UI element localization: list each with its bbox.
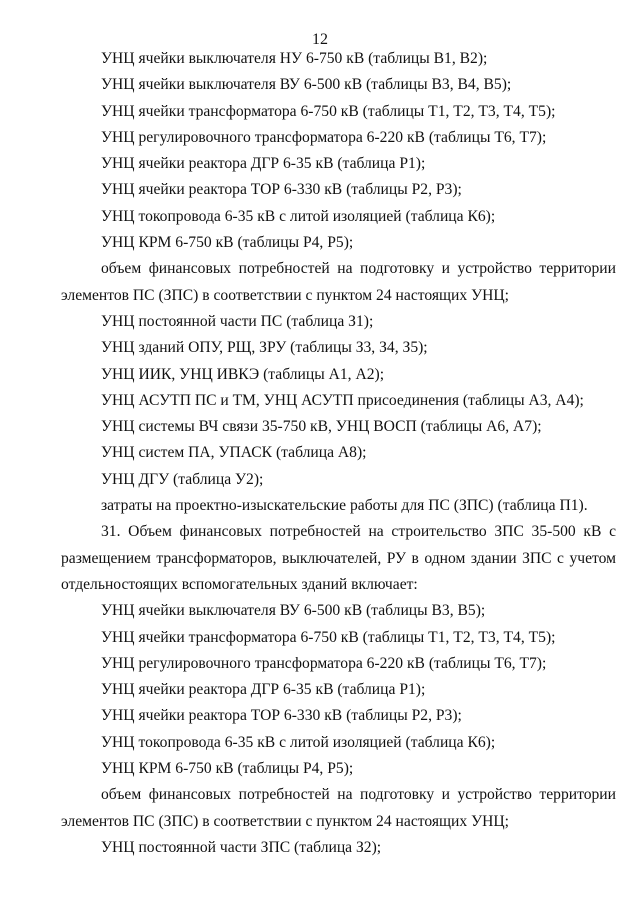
list-item: УНЦ зданий ОПУ, РЩ, ЗРУ (таблицы З3, З4, З5); <box>101 339 428 357</box>
list-item: УНЦ ячейки трансформатора 6-750 кВ (таблицы Т1, Т2, Т3, Т4, Т5); <box>101 628 556 646</box>
territory-paragraph: объем финансовых потребностей на подготовку и устройство территории элементов ПС (ЗПС) в соответствии с пунктом 24 настоящих УНЦ; <box>61 260 616 304</box>
list-item: УНЦ КРМ 6-750 кВ (таблицы Р4, Р5); <box>101 760 354 778</box>
list-item: УНЦ ДГУ (таблица У2); <box>101 470 264 488</box>
list-item: УНЦ токопровода 6-35 кВ с литой изоляцией (таблица К6); <box>101 733 496 751</box>
list-item: УНЦ регулировочного трансформатора 6-220 кВ (таблицы Т6, Т7); <box>101 128 547 146</box>
list-item: УНЦ ячейки реактора ТОР 6-330 кВ (таблицы Р2, Р3); <box>101 181 462 199</box>
list-item: УНЦ ИИК, УНЦ ИВКЭ (таблицы А1, А2); <box>101 365 385 383</box>
list-item: УНЦ токопровода 6-35 кВ с литой изоляцией (таблица К6); <box>101 207 496 225</box>
list-item: УНЦ ячейки выключателя НУ 6-750 кВ (таблицы В1, В2); <box>101 50 488 67</box>
list-item: УНЦ ячейки реактора ТОР 6-330 кВ (таблицы Р2, Р3); <box>101 707 462 725</box>
list-item: УНЦ ячейки реактора ДГР 6-35 кВ (таблица Р1); <box>101 681 426 699</box>
list-item: УНЦ ячейки выключателя ВУ 6-500 кВ (таблицы В3, В4, В5); <box>101 76 512 94</box>
page-number: 12 <box>312 31 328 48</box>
list-item: УНЦ ячейки трансформатора 6-750 кВ (таблицы Т1, Т2, Т3, Т4, Т5); <box>101 102 556 120</box>
list-item: затраты на проектно-изыскательские работы для ПС (ЗПС) (таблица П1). <box>101 497 588 515</box>
list-item: УНЦ ячейки реактора ДГР 6-35 кВ (таблица Р1); <box>101 155 426 173</box>
list-item: УНЦ ячейки выключателя ВУ 6-500 кВ (таблицы В3, В5); <box>101 602 486 620</box>
clause-31-paragraph: 31. Объем финансовых потребностей на строительство ЗПС 35-500 кВ с размещением трансформаторов, выключателей, РУ в одном здании ЗПС с учетом отдельностоящих вспомогательных зданий включает: <box>61 523 616 593</box>
list-item: УНЦ постоянной части ПС (таблица З1); <box>101 312 374 330</box>
territory-paragraph: объем финансовых потребностей на подготовку и устройство территории элементов ПС (ЗПС) в соответствии с пунктом 24 настоящих УНЦ; <box>61 786 616 830</box>
document-body <box>61 46 616 861</box>
list-item: УНЦ КРМ 6-750 кВ (таблицы Р4, Р5); <box>101 234 354 252</box>
list-item: УНЦ постоянной части ЗПС (таблица З2); <box>101 838 382 856</box>
list-item: УНЦ системы ВЧ связи 35-750 кВ, УНЦ ВОСП (таблицы А6, А7); <box>101 418 542 436</box>
list-item: УНЦ систем ПА, УПАСК (таблица А8); <box>101 444 367 462</box>
list-item: УНЦ АСУТП ПС и ТМ, УНЦ АСУТП присоединения (таблицы А3, А4); <box>101 391 584 409</box>
list-item: УНЦ регулировочного трансформатора 6-220 кВ (таблицы Т6, Т7); <box>101 654 547 672</box>
